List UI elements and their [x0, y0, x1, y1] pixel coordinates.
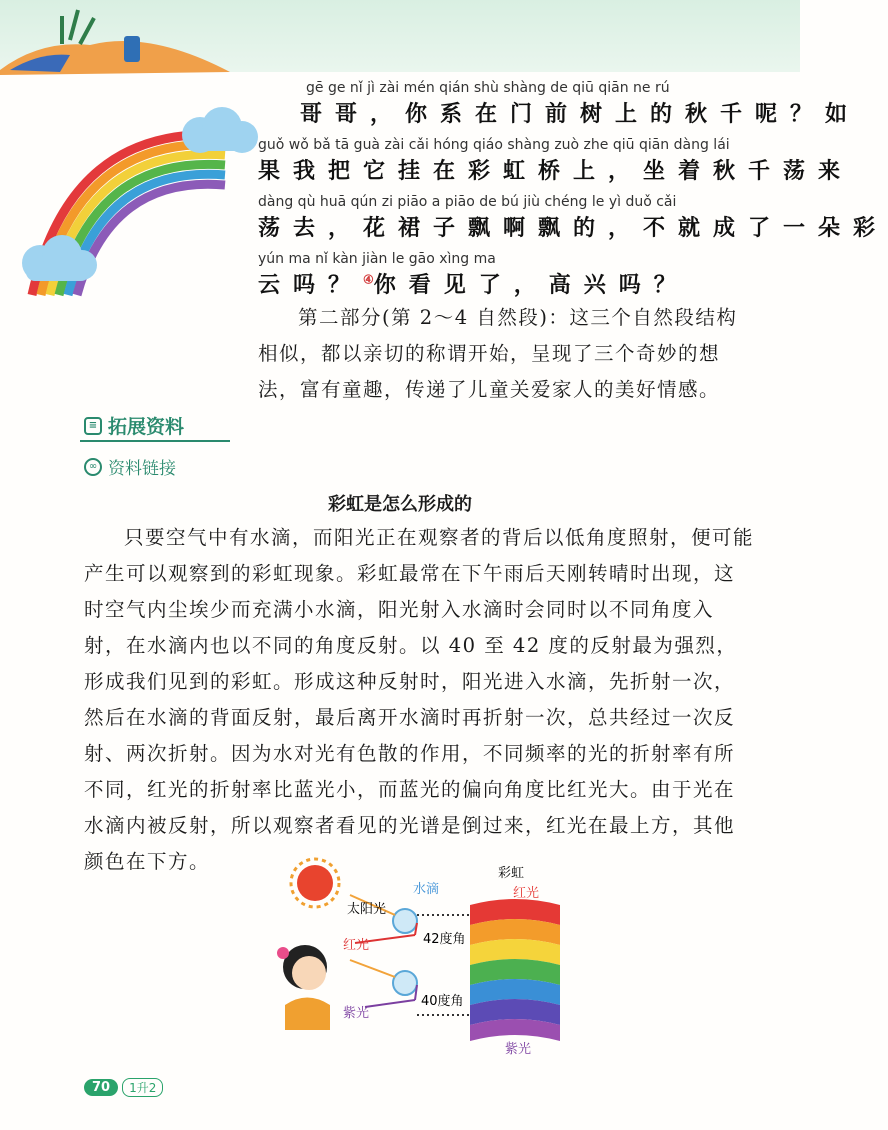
poem-line-2: 果我把它挂在彩虹桥上，坐着秋千荡来 — [258, 158, 854, 184]
purple-light-bottom-label: 紫光 — [505, 1042, 532, 1057]
grade-tag: 1升2 — [122, 1078, 163, 1097]
rainbow-illustration — [0, 95, 270, 325]
droplet-icon — [393, 909, 417, 995]
purple-light-label: 紫光 — [343, 1006, 370, 1021]
poem-line-4 — [258, 268, 689, 299]
rainbow-label: 彩虹 — [498, 866, 525, 881]
section-title: 拓展资料 — [108, 416, 185, 438]
banner-illustration — [0, 0, 230, 75]
poem-line-4b: 你看见了，高兴吗？ — [373, 272, 689, 298]
sunlight-label: 太阳光 — [347, 902, 387, 917]
rainbow-diagram — [255, 855, 575, 1055]
poem-line-3: 荡去，花裙子飘啊飘的，不就成了一朵彩 — [258, 215, 888, 241]
red-light-label: 红光 — [343, 938, 370, 953]
page-number: 70 — [84, 1079, 118, 1096]
document-icon: ≡ — [84, 417, 102, 435]
page-footer — [84, 1078, 163, 1097]
poem-line-1: 哥哥，你系在门前树上的秋千呢？如 — [300, 101, 861, 127]
article-title: 彩虹是怎么形成的 — [328, 494, 472, 515]
girl-illustration — [277, 945, 330, 1030]
droplet-label: 水滴 — [413, 882, 440, 897]
article-body: 只要空气中有水滴，而阳光正在观察者的背后以低角度照射，便可能产生可以观察到的彩虹现象。彩虹最常在下午雨后天刚转晴时出现，这时空气内尘埃少而充满小水滴，阳光射入水滴时会同时以不同角度入射，在水滴内也以不同的角度反射。以 40 至 42 度的反射最为强烈，形成我们见到的彩虹。形成这种反射时，阳光进入水滴，先折射一次，然后在水滴的背面反射，最后离开水滴时再折射一次，总共经过一次反射、两次折射。因为水对光有色散的作用，不同频率的光的折射率有所不同，红光的折射率比蓝光小，而蓝光的偏向角度比红光大。由于光在水滴内被反射，所以观察者看见的光谱是倒过来，红光在最上方，其他颜色在下方。 — [84, 526, 755, 873]
subsection-heading — [84, 454, 176, 479]
pinyin-line-1: gē ge nǐ jì zài mén qián shù shàng de qiū qiān ne rú — [306, 80, 670, 96]
poem-line-4a: 云吗？ — [258, 272, 364, 298]
red-light-top-label: 红光 — [513, 886, 540, 901]
pinyin-line-3: dàng qù huā qún zi piāo a piāo de bú jiù chéng le yì duǒ cǎi — [258, 194, 677, 210]
footnote-marker: ④ — [363, 272, 374, 287]
sun-icon — [291, 859, 339, 907]
subsection-title: 资料链接 — [108, 459, 176, 479]
angle-42-label: 42度角 — [423, 932, 466, 947]
angle-40-label: 40度角 — [421, 994, 464, 1009]
pinyin-line-2: guǒ wǒ bǎ tā guà zài cǎi hóng qiáo shàng zuò zhe qiū qiān dàng lái — [258, 137, 730, 153]
pinyin-line-4: yún ma nǐ kàn jiàn le gāo xìng ma — [258, 251, 496, 267]
section-heading — [84, 412, 184, 439]
analysis-paragraph: 第二部分(第 2～4 自然段)：这三个自然段结构相似，都以亲切的称谓开始，呈现了三个奇妙的想法，富有童趣，传递了儿童关爱家人的美好情感。 — [258, 306, 738, 401]
link-icon: ∞ — [84, 458, 102, 476]
rainbow-bands — [470, 899, 560, 1041]
section-underline — [80, 440, 230, 442]
